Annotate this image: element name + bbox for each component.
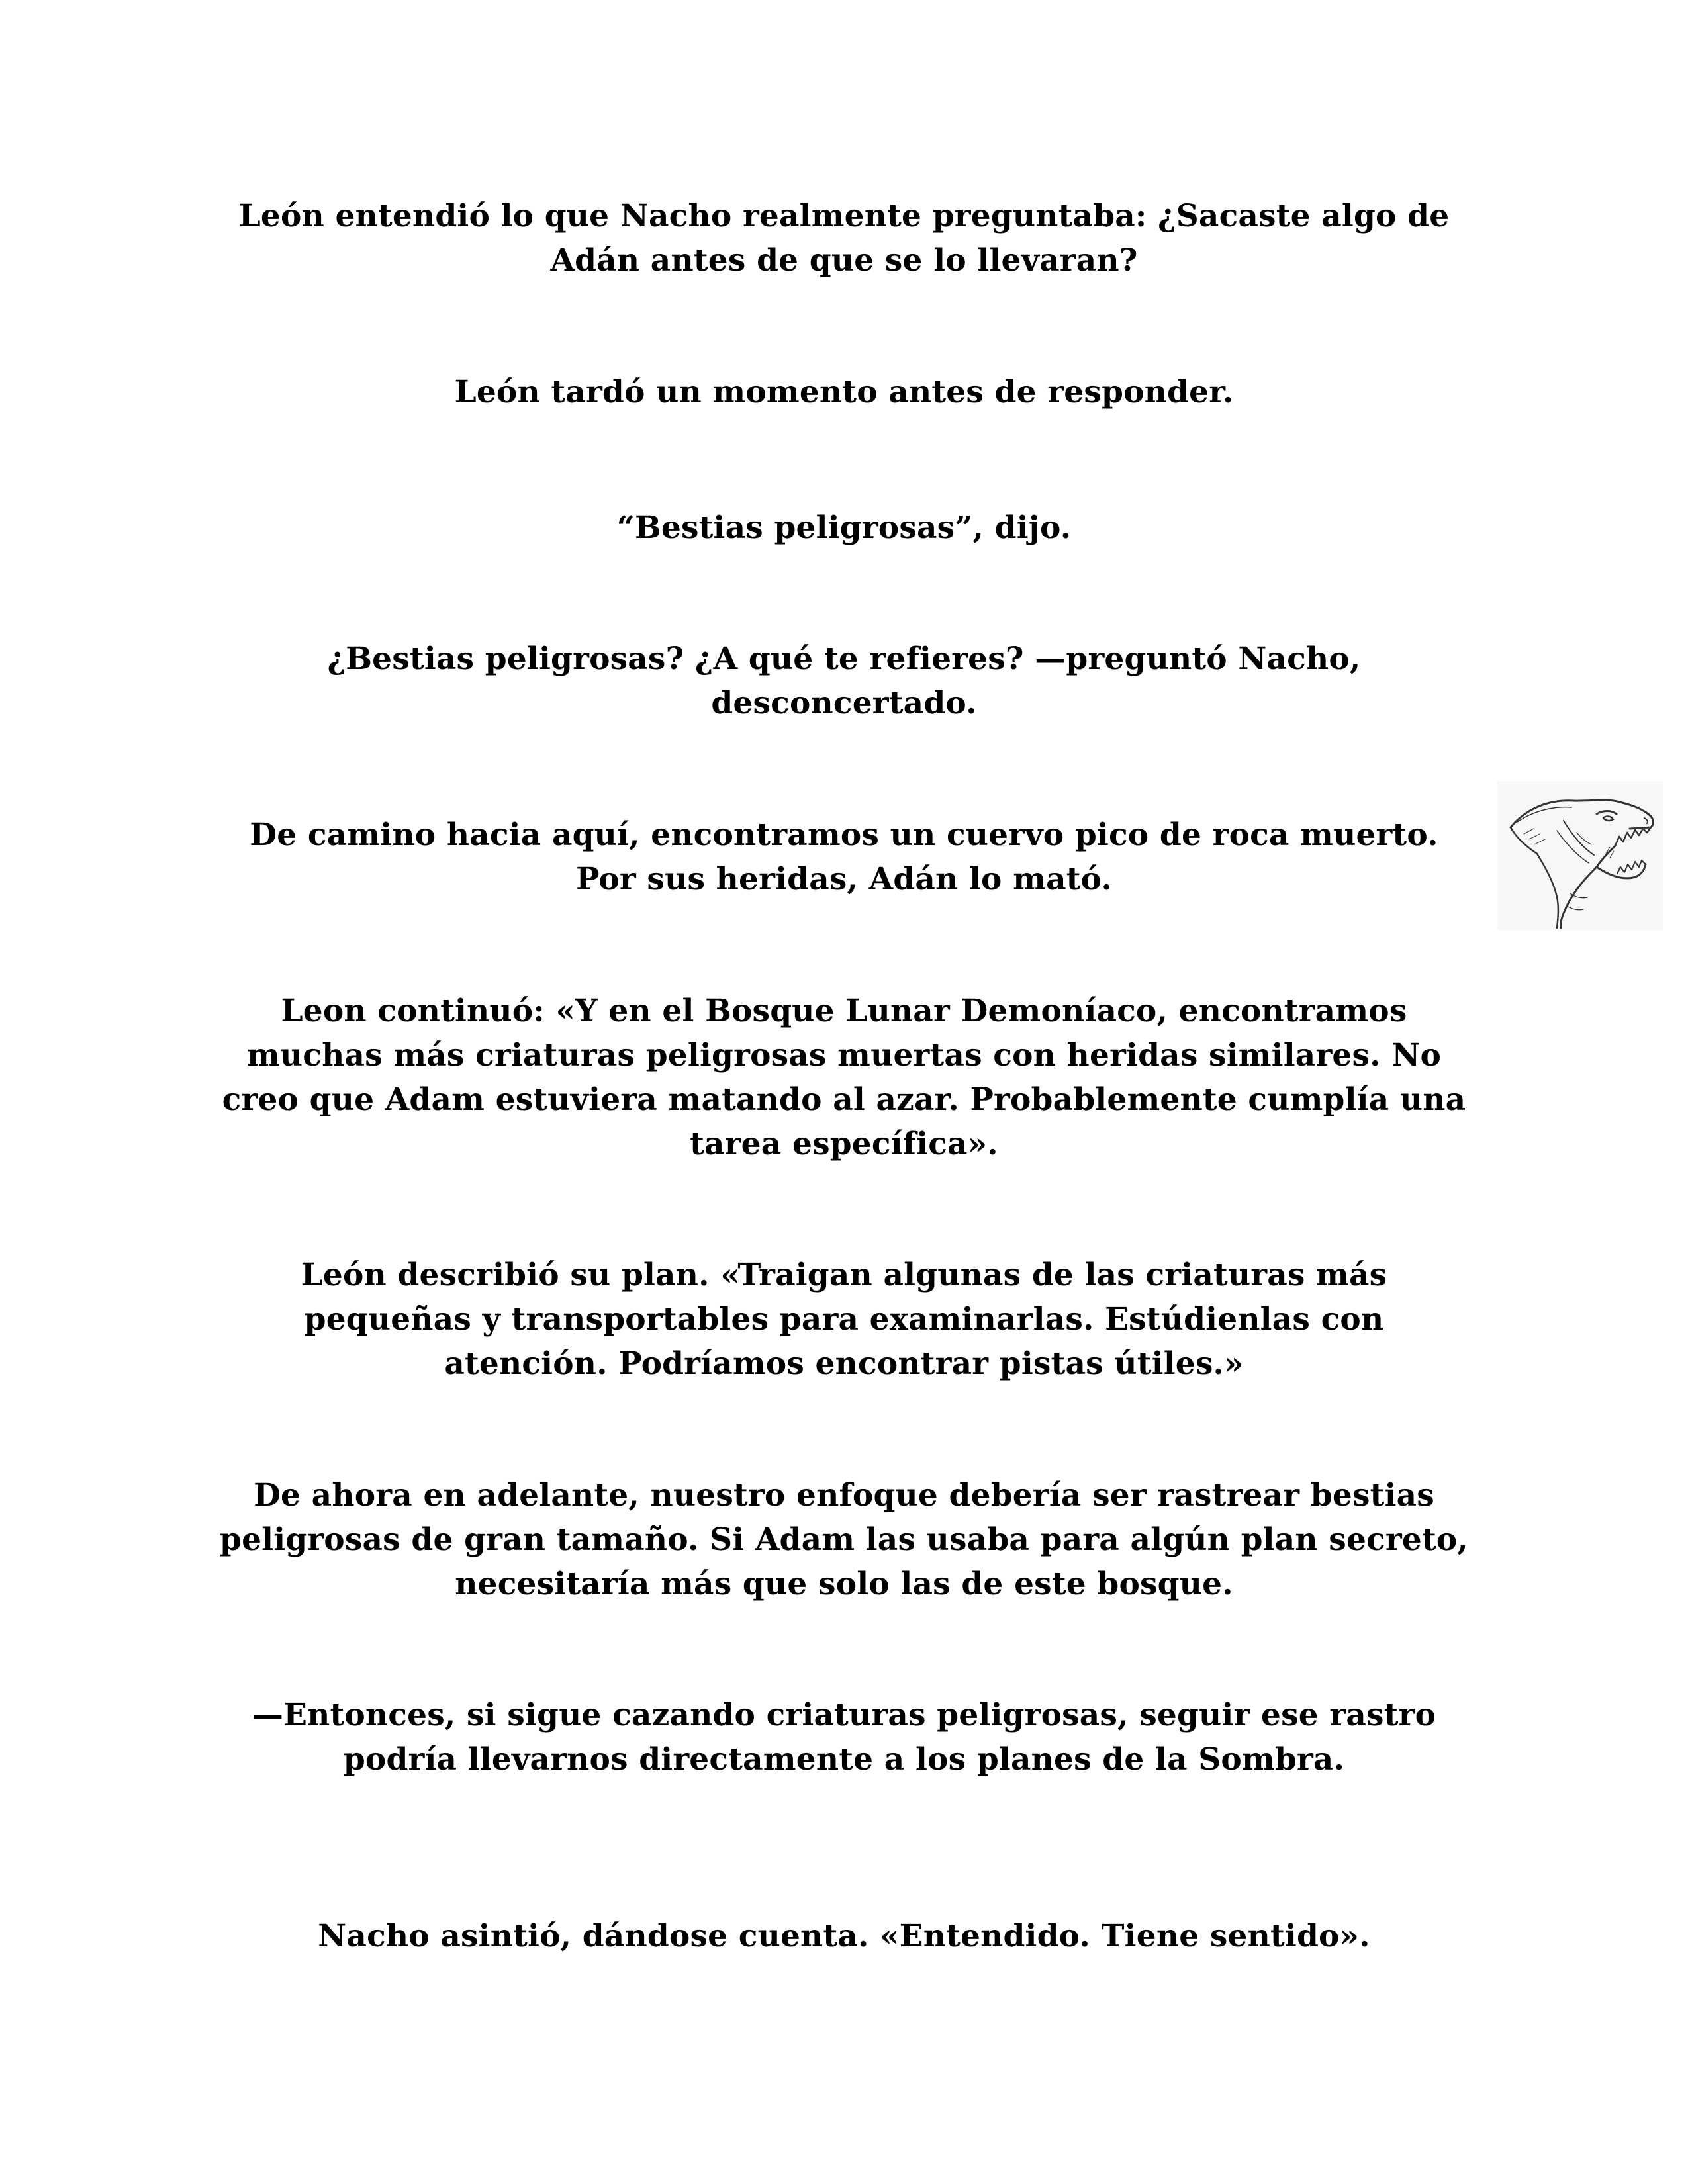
paragraph-6: Leon continuó: «Y en el Bosque Lunar Demoníaco, encontramos muchas más criaturas peligrosas muertas con heridas similares. No creo que Adam estuviera matando al azar. Probablemente cumplía una tarea específica». bbox=[222, 993, 1466, 1162]
paragraph-10: Nacho asintió, dándose cuenta. «Entendido. Tiene sentido». bbox=[318, 1918, 1370, 1954]
paragraph-3: “Bestias peligrosas”, dijo. bbox=[616, 510, 1072, 546]
paragraph-7: León describió su plan. «Traigan algunas de las criaturas más pequeñas y transportables para examinarlas. Estúdienlas con atención. Podríamos encontrar pistas útiles.» bbox=[301, 1257, 1387, 1382]
dinosaur-head-sketch-icon bbox=[1497, 781, 1663, 930]
paragraph-2: León tardó un momento antes de responder. bbox=[454, 374, 1234, 410]
paragraph-4: ¿Bestias peligrosas? ¿A qué te refieres? —preguntó Nacho, desconcertado. bbox=[327, 641, 1361, 721]
paragraph-9: —Entonces, si sigue cazando criaturas peligrosas, seguir ese rastro podría llevarnos directamente a los planes de la Sombra. bbox=[252, 1697, 1436, 1778]
paragraph-5: De camino hacia aquí, encontramos un cuervo pico de roca muerto. Por sus heridas, Adán lo mató. bbox=[250, 817, 1438, 897]
paragraph-1: León entendió lo que Nacho realmente preguntaba: ¿Sacaste algo de Adán antes de que se lo llevaran? bbox=[238, 198, 1450, 279]
paragraph-8: De ahora en adelante, nuestro enfoque debería ser rastrear bestias peligrosas de gran tamaño. Si Adam las usaba para algún plan secreto, necesitaría más que solo las de este bosque. bbox=[220, 1477, 1468, 1602]
